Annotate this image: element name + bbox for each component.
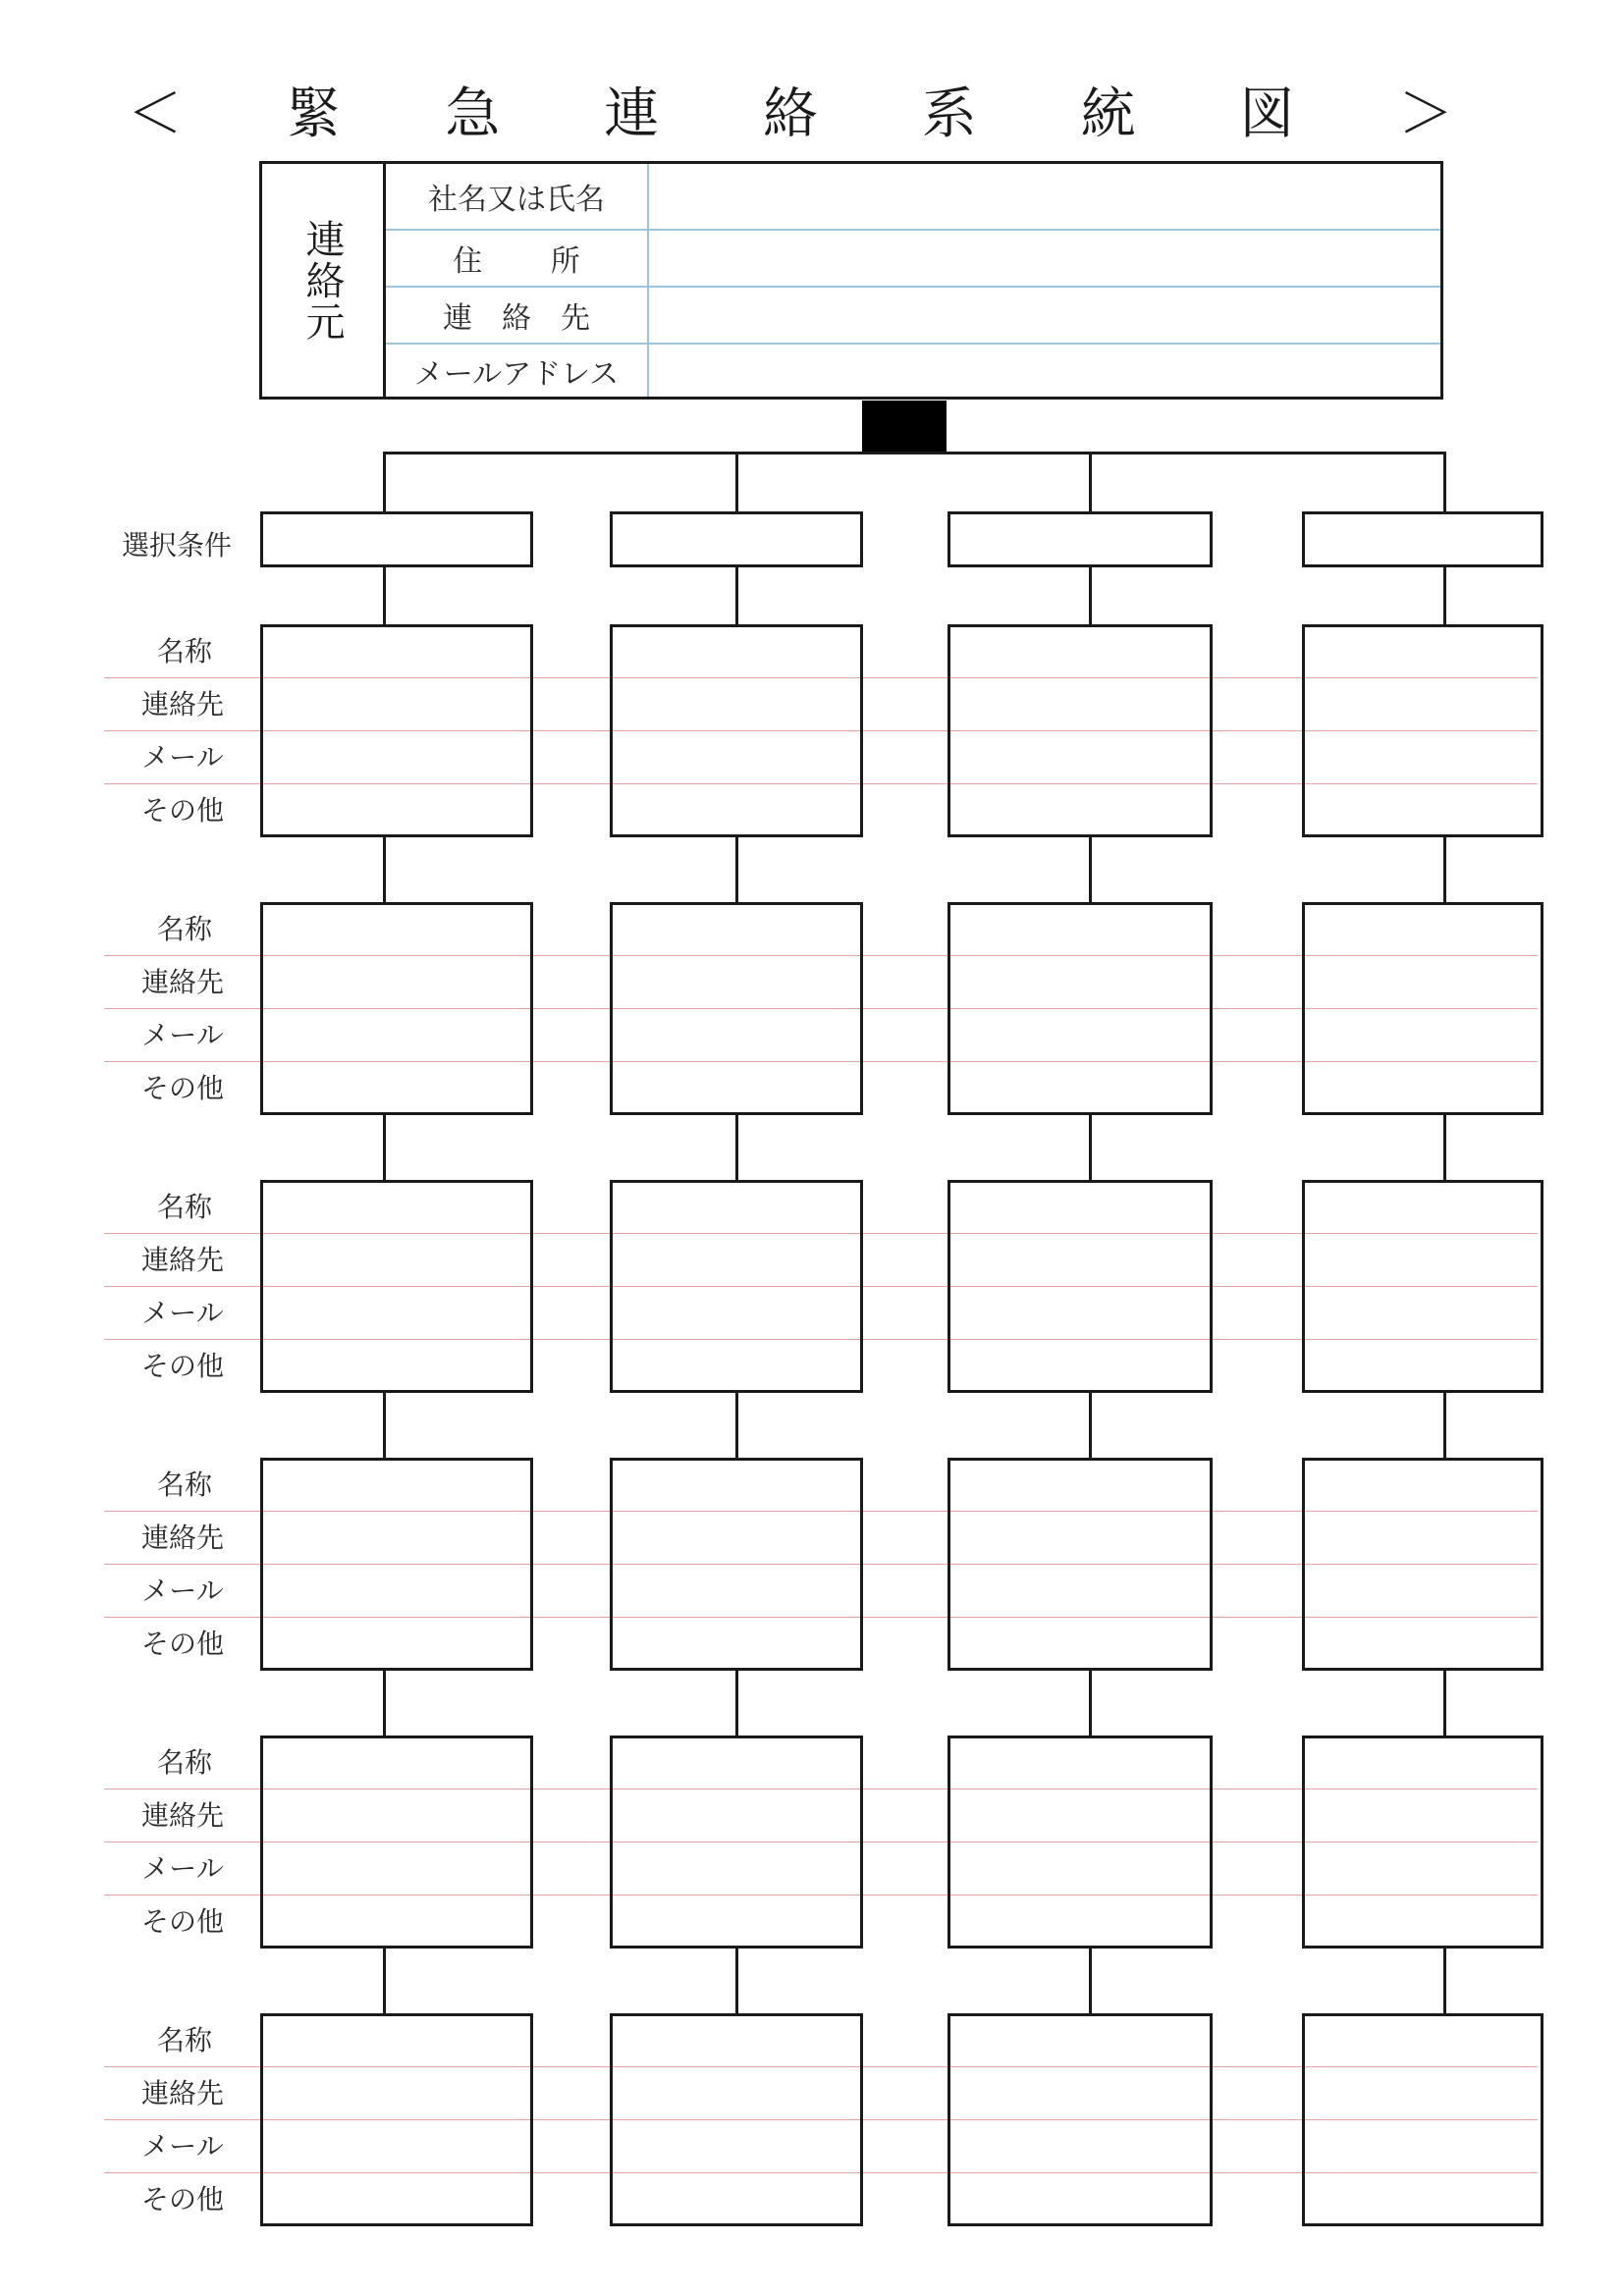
row-label-mail: メール — [141, 2130, 224, 2163]
contact-source-label-cell — [262, 164, 386, 397]
card-connector — [1089, 1949, 1092, 2013]
row-label-name: 名称 — [156, 913, 212, 945]
address-field[interactable] — [649, 231, 1440, 286]
card-connector — [1089, 1393, 1092, 1458]
contact-card-level-5-col-1[interactable] — [260, 1735, 533, 1949]
contact-card-level-5-col-3[interactable] — [947, 1735, 1213, 1949]
contact-card-level-1-col-3[interactable] — [947, 624, 1213, 837]
contact-card-level-5-col-2[interactable] — [610, 1735, 863, 1949]
row-label-contact: 連絡先 — [140, 966, 224, 998]
contact-card-level-1-col-4[interactable] — [1302, 624, 1543, 837]
row-label-contact: 連絡先 — [140, 1799, 224, 1832]
contact-card-level-3-col-3[interactable] — [947, 1180, 1213, 1393]
contact-card-level-3-col-4[interactable] — [1302, 1180, 1543, 1393]
contact-card-level-2-col-4[interactable] — [1302, 902, 1543, 1115]
card-connector — [383, 1115, 386, 1180]
card-connector — [383, 1393, 386, 1458]
email-field[interactable] — [649, 345, 1440, 397]
selection-condition-box-4[interactable] — [1302, 511, 1543, 567]
card-connector — [1443, 1115, 1446, 1180]
row-label-other: その他 — [140, 1072, 224, 1104]
row-label-mail: メール — [141, 1019, 224, 1051]
card-connector — [735, 1115, 738, 1180]
card-connector — [1443, 1949, 1446, 2013]
branch-line — [383, 452, 1445, 454]
contact-source-block — [259, 161, 1443, 400]
condition-stem — [735, 567, 738, 626]
row-label-name: 名称 — [156, 1468, 212, 1501]
contact-source-label: 連絡元 — [299, 218, 345, 343]
branch-stem — [383, 452, 386, 512]
contact-card-level-6-col-2[interactable] — [610, 2013, 863, 2226]
row-label-name: 名称 — [156, 1191, 212, 1223]
selection-condition-box-3[interactable] — [947, 511, 1213, 567]
branch-stem — [1443, 452, 1446, 512]
contact-card-level-1-col-2[interactable] — [610, 624, 863, 837]
row-label-other: その他 — [140, 1628, 224, 1660]
contact-label: 連 絡 先 — [386, 288, 649, 343]
card-connector — [735, 1671, 738, 1735]
contact-field[interactable] — [649, 288, 1440, 343]
selection-condition-box-1[interactable] — [260, 511, 533, 567]
selection-condition-box-2[interactable] — [610, 511, 863, 567]
row-label-contact: 連絡先 — [140, 1244, 224, 1276]
card-connector — [735, 837, 738, 902]
card-connector — [735, 1949, 738, 2013]
contact-card-level-2-col-1[interactable] — [260, 902, 533, 1115]
contact-card-level-2-col-3[interactable] — [947, 902, 1213, 1115]
row-label-contact: 連絡先 — [140, 1522, 224, 1554]
card-connector — [735, 1393, 738, 1458]
row-label-name: 名称 — [156, 635, 212, 667]
contact-card-level-2-col-2[interactable] — [610, 902, 863, 1115]
row-label-name: 名称 — [156, 1746, 212, 1779]
contact-card-level-4-col-3[interactable] — [947, 1458, 1213, 1671]
condition-stem — [383, 567, 386, 626]
selection-condition-label: 選択条件 — [122, 529, 233, 561]
contact-card-level-6-col-4[interactable] — [1302, 2013, 1543, 2226]
card-connector — [1443, 1393, 1446, 1458]
company-or-name-label: 社名又は氏名 — [386, 164, 649, 229]
card-connector — [1443, 837, 1446, 902]
company-or-name-field[interactable] — [649, 164, 1440, 229]
card-connector — [1089, 1115, 1092, 1180]
branch-stem — [735, 452, 738, 512]
contact-card-level-3-col-2[interactable] — [610, 1180, 863, 1393]
card-connector — [383, 1671, 386, 1735]
card-connector — [1089, 1671, 1092, 1735]
contact-card-level-3-col-1[interactable] — [260, 1180, 533, 1393]
contact-card-level-1-col-1[interactable] — [260, 624, 533, 837]
contact-card-level-6-col-3[interactable] — [947, 2013, 1213, 2226]
row-label-mail: メール — [141, 741, 224, 774]
branch-stem — [1089, 452, 1092, 512]
email-label: メールアドレス — [386, 345, 649, 397]
row-label-other: その他 — [140, 2183, 224, 2216]
condition-stem — [1089, 567, 1092, 626]
condition-stem — [1443, 567, 1446, 626]
row-label-other: その他 — [140, 794, 224, 827]
card-connector — [1443, 1671, 1446, 1735]
row-label-contact: 連絡先 — [140, 688, 224, 721]
row-label-name: 名称 — [156, 2024, 212, 2056]
row-label-mail: メール — [141, 1575, 224, 1607]
card-connector — [383, 837, 386, 902]
row-label-mail: メール — [141, 1297, 224, 1329]
row-label-contact: 連絡先 — [140, 2077, 224, 2109]
contact-card-level-4-col-4[interactable] — [1302, 1458, 1543, 1671]
contact-card-level-6-col-1[interactable] — [260, 2013, 533, 2226]
row-label-other: その他 — [140, 1905, 224, 1938]
card-connector — [1089, 837, 1092, 902]
row-label-other: その他 — [140, 1350, 224, 1382]
contact-card-level-4-col-2[interactable] — [610, 1458, 863, 1671]
row-label-mail: メール — [141, 1852, 224, 1885]
card-connector — [383, 1949, 386, 2013]
connector-block — [862, 400, 947, 452]
contact-card-level-5-col-4[interactable] — [1302, 1735, 1543, 1949]
contact-card-level-4-col-1[interactable] — [260, 1458, 533, 1671]
page-title: ＜ 緊 急 連 絡 系 統 図 ＞ — [127, 82, 1497, 146]
address-label: 住 所 — [386, 231, 649, 286]
